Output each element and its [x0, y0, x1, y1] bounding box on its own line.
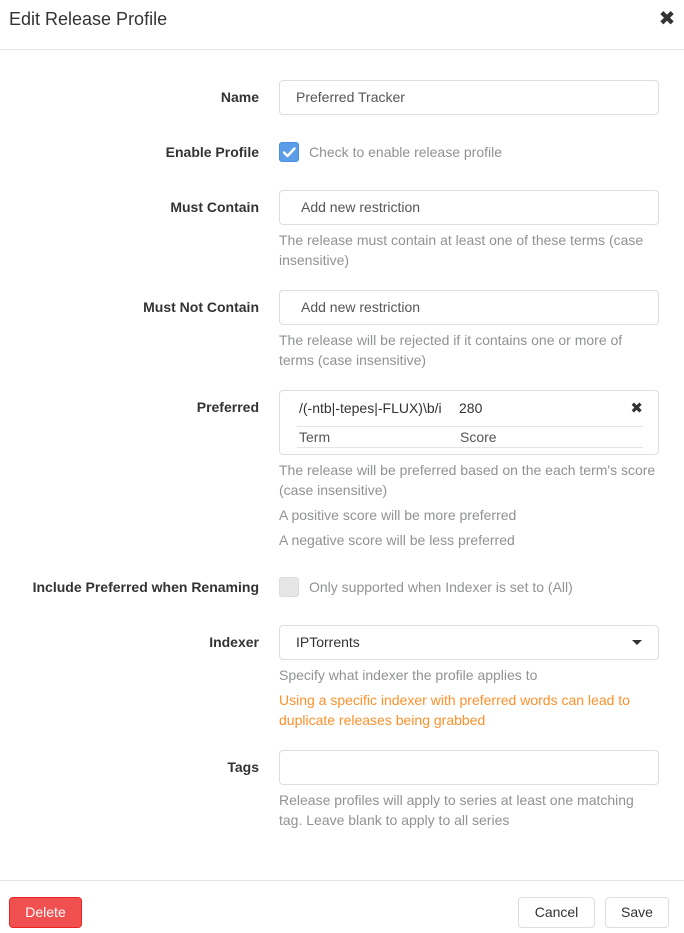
- tags-help: Release profiles will apply to series at least one matching tag. Leave blank to apply to all series: [279, 792, 634, 828]
- preferred-label: Preferred: [196, 399, 259, 415]
- must-not-contain-help: The release will be rejected if it contains one or more of terms (case insensitive): [279, 332, 623, 368]
- preferred-new-row: [297, 426, 643, 448]
- modal-header: [0, 0, 684, 50]
- cancel-button[interactable]: Cancel: [518, 897, 595, 928]
- check-icon: [280, 143, 298, 161]
- score-placeholder[interactable]: Score: [460, 429, 497, 445]
- indexer-value: IPTorrents: [296, 634, 360, 650]
- indexer-select[interactable]: [279, 625, 659, 660]
- include-preferred-label: Include Preferred when Renaming: [32, 579, 259, 595]
- enable-profile-label: Enable Profile: [165, 144, 259, 160]
- save-button[interactable]: Save: [605, 897, 669, 928]
- indexer-help: Specify what indexer the profile applies to: [279, 667, 538, 683]
- include-preferred-checkbox[interactable]: [279, 577, 299, 597]
- preferred-help-positive: A positive score will be more preferred: [279, 507, 517, 523]
- preferred-term-input[interactable]: /(-ntb|-tepes|-FLUX)\b/i: [299, 400, 442, 416]
- tags-input[interactable]: [279, 750, 659, 785]
- tags-label: Tags: [227, 759, 259, 775]
- enable-profile-checkbox[interactable]: [279, 142, 299, 162]
- must-contain-input[interactable]: Add new restriction: [279, 190, 659, 225]
- enable-profile-text: Check to enable release profile: [309, 144, 503, 160]
- preferred-row: [297, 400, 643, 422]
- must-contain-help: The release must contain at least one of these terms (case insensitive): [279, 232, 644, 268]
- must-contain-label: Must Contain: [170, 199, 259, 215]
- remove-preferred-icon[interactable]: ✖: [630, 400, 643, 417]
- must-not-contain-label: Must Not Contain: [143, 299, 259, 315]
- delete-button[interactable]: Delete: [9, 897, 82, 928]
- indexer-warning: Using a specific indexer with preferred words can lead to duplicate releases being grabbed: [279, 692, 630, 728]
- caret-down-icon: [632, 640, 642, 645]
- indexer-label: Indexer: [209, 634, 259, 650]
- preferred-help: The release will be preferred based on the each term's score (case insensitive): [279, 462, 656, 498]
- name-input[interactable]: Preferred Tracker: [279, 80, 659, 115]
- include-preferred-text: Only supported when Indexer is set to (All): [309, 579, 573, 595]
- name-label: Name: [220, 89, 259, 105]
- modal-footer: [0, 880, 684, 933]
- term-placeholder[interactable]: Term: [299, 429, 331, 445]
- must-not-contain-input[interactable]: Add new restriction: [279, 290, 659, 325]
- preferred-score-input[interactable]: 280: [459, 400, 483, 416]
- preferred-words-box: [279, 390, 659, 455]
- close-icon[interactable]: ✖: [658, 8, 676, 30]
- modal-title: Edit Release Profile: [9, 9, 168, 29]
- preferred-help-negative: A negative score will be less preferred: [279, 532, 515, 548]
